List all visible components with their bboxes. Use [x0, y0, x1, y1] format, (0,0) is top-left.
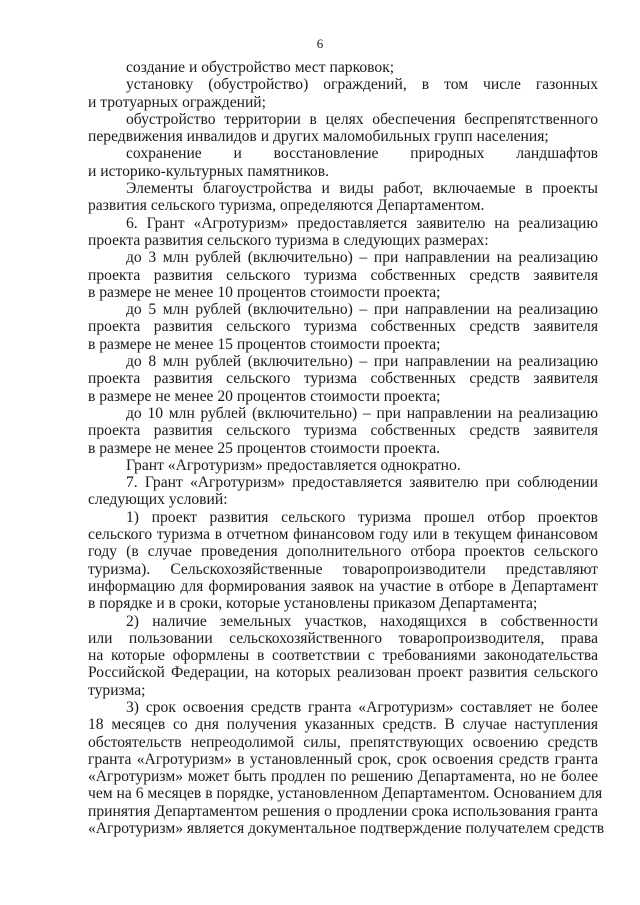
text-line: проекта развития сельского туризма собственных средств заявителя [88, 318, 598, 336]
text-line: 18 месяцев со дня получения указанных средств. В случае наступления [88, 716, 598, 734]
text-line: Российской Федерации, на которых реализован проект развития сельского [88, 664, 598, 682]
text-line: установку (обустройство) ограждений, в том числе газонных [126, 76, 598, 94]
text-line: Грант «Агротуризм» предоставляется однократно. [126, 456, 461, 474]
text-line: в размере не менее 25 процентов стоимости проекта. [88, 439, 441, 457]
text-line: и тротуарных ограждений; [88, 93, 266, 111]
text-line: проекта развития сельского туризма собственных средств заявителя [88, 266, 598, 284]
text-line: в размере не менее 20 процентов стоимости проекта; [88, 387, 441, 405]
text-line: сохранение и восстановление природных ландшафтов [126, 145, 598, 163]
text-line: в размере не менее 15 процентов стоимости проекта; [88, 335, 441, 353]
text-line: 7. Грант «Агротуризм» предоставляется заявителю при соблюдении [126, 474, 598, 492]
text-line: передвижения инвалидов и других маломобильных групп населения; [88, 128, 549, 146]
page-number: 6 [316, 36, 324, 51]
text-line: туризма). Сельскохозяйственные товаропроизводители представляют [88, 560, 598, 578]
text-line: информацию для формирования заявок на участие в отборе в Департамент [88, 577, 598, 595]
paragraph [88, 474, 598, 509]
text-line: проекта развития сельского туризма в следующих размерах: [88, 231, 489, 249]
paragraph [88, 215, 598, 250]
paragraph [88, 145, 598, 180]
text-line: «Агротуризм» является документальное подтверждение получателем средств [88, 820, 605, 838]
text-line: до 8 млн рублей (включительно) – при направлении на реализацию [126, 353, 598, 371]
text-line: чем на 6 месяцев в порядке, установленном Департаментом. Основанием для [88, 785, 603, 803]
text-line: проекта развития сельского туризма собственных средств заявителя [88, 422, 598, 440]
text-line: туризма; [88, 681, 146, 699]
text-line: обустройство территории в целях обеспечения беспрепятственного [126, 110, 598, 128]
text-line: следующих условий: [88, 491, 228, 509]
paragraph [88, 59, 598, 76]
text-line: до 10 млн рублей (включительно) – при направлении на реализацию [126, 404, 598, 422]
text-line: сельского туризма в отчетном финансовом году или в текущем финансовом [88, 526, 598, 544]
text-line: 6. Грант «Агротуризм» предоставляется заявителю на реализацию [126, 214, 598, 232]
paragraph [88, 249, 598, 301]
text-line: 2) наличие земельных участков, находящихся в собственности [126, 612, 598, 630]
document-body [88, 59, 605, 838]
text-line: гранта «Агротуризм» в установленный срок, срок освоения средств гранта [88, 750, 598, 768]
text-line: создание и обустройство мест парковок; [126, 59, 395, 76]
text-line: или пользовании сельскохозяйственного товаропроизводителя, права [88, 629, 598, 647]
paragraph [88, 76, 598, 111]
text-line: году (в случае проведения дополнительного отбора проектов сельского [88, 543, 598, 561]
paragraph [88, 301, 598, 353]
text-line: Элементы благоустройства и виды работ, включаемые в проекты [126, 180, 598, 198]
text-line: «Агротуризм» может быть продлен по решению Департамента, но не более [88, 768, 598, 786]
paragraph [88, 180, 598, 215]
text-line: принятия Департаментом решения о продлении срока использования гранта [88, 802, 598, 820]
text-line: 1) проект развития сельского туризма прошел отбор проектов [126, 508, 598, 526]
text-line: до 5 млн рублей (включительно) – при направлении на реализацию [126, 301, 598, 319]
paragraph [88, 111, 598, 146]
text-line: в порядке и в сроки, которые установлены приказом Департамента; [88, 595, 538, 613]
text-line: развития сельского туризма, определяются Департаментом. [88, 197, 485, 215]
text-line: в размере не менее 10 процентов стоимости проекта; [88, 283, 441, 301]
paragraph [88, 353, 598, 405]
text-line: на которые оформлены в соответствии с требованиями законодательства [88, 647, 598, 665]
paragraph [88, 405, 598, 457]
text-line: до 3 млн рублей (включительно) – при направлении на реализацию [126, 249, 598, 267]
paragraph [88, 509, 598, 613]
paragraph [88, 698, 605, 838]
text-line: обстоятельств непреодолимой силы, препятствующих освоению средств [88, 733, 598, 751]
text-line: проекта развития сельского туризма собственных средств заявителя [88, 370, 598, 388]
paragraph [88, 457, 598, 474]
paragraph [88, 613, 598, 699]
text-line: и историко-культурных памятников. [88, 162, 329, 180]
text-line: 3) срок освоения средств гранта «Агротуризм» составляет не более [126, 698, 598, 716]
